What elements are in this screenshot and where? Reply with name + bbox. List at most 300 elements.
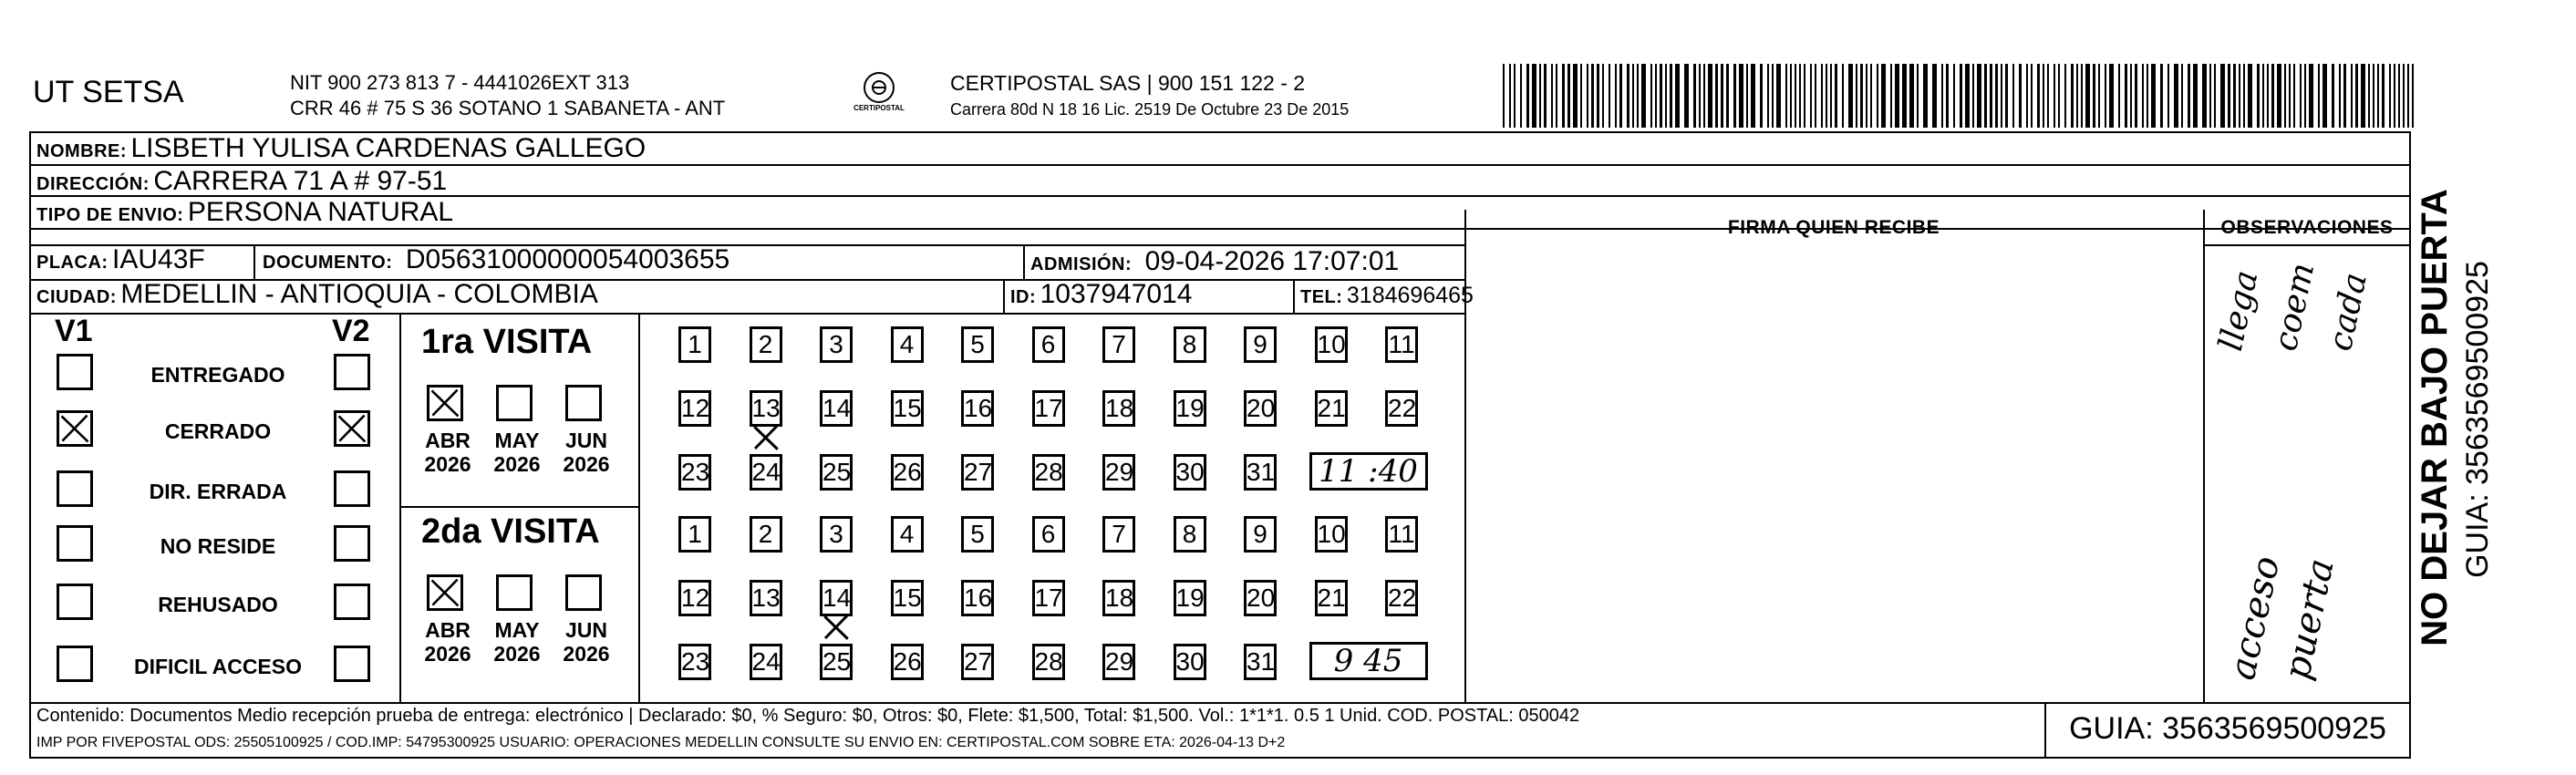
day-number: 26 (893, 647, 922, 676)
barcode-bar (2382, 64, 2385, 128)
documento-value: D05631000000054003655 (405, 244, 730, 274)
barcode-bar (1660, 64, 1662, 128)
month-checkbox[interactable] (565, 574, 602, 611)
day-box[interactable] (891, 580, 924, 616)
day-box[interactable] (820, 326, 853, 363)
barcode-bar (2351, 64, 2353, 128)
barcode-bar (1835, 64, 1837, 128)
barcode-bar (2257, 64, 2260, 128)
barcode-bar (2037, 64, 2040, 128)
v1-checkbox[interactable] (57, 470, 93, 507)
day-number: 12 (681, 394, 710, 422)
barcode-bar (1655, 64, 1657, 128)
v2-checkbox[interactable] (334, 470, 370, 507)
day-box[interactable] (891, 454, 924, 491)
month-year: 2026 (563, 452, 610, 476)
barcode-bar (1972, 64, 1974, 128)
tipo-label: TIPO DE ENVIO: (36, 205, 184, 225)
day-number: 9 (1253, 520, 1267, 548)
barcode-bar (1721, 64, 1723, 128)
day-number: 15 (893, 584, 922, 612)
obs-word-4: acceso (2221, 553, 2289, 684)
nombre-value: LISBETH YULISA CARDENAS GALLEGO (130, 133, 647, 163)
barcode-bar (1544, 64, 1547, 128)
id-value: 1037947014 (1040, 279, 1193, 309)
v2-checkbox[interactable] (334, 525, 370, 562)
status-label: ENTREGADO (150, 363, 285, 387)
day-box[interactable] (1244, 454, 1277, 491)
v2-checkbox[interactable] (334, 584, 370, 620)
barcode-bar (1551, 64, 1553, 128)
barcode-bar (2394, 64, 2395, 128)
day-number: 19 (1175, 584, 1205, 612)
day-box[interactable] (891, 390, 924, 427)
barcode-bar (1715, 64, 1718, 128)
month-checkbox[interactable] (565, 385, 602, 421)
day-box[interactable] (891, 516, 924, 553)
day-box[interactable] (1032, 454, 1065, 491)
day-box[interactable] (750, 390, 782, 427)
day-number: 22 (1388, 394, 1417, 422)
barcode-bar (2339, 64, 2341, 128)
v1-checkbox[interactable] (57, 646, 93, 682)
id-row (1010, 279, 1192, 310)
documento-row (263, 244, 729, 275)
v2-checkbox[interactable] (334, 646, 370, 682)
barcode-bar (1526, 64, 1529, 128)
day-box[interactable] (1385, 580, 1418, 616)
barcode-bar (1953, 64, 1955, 128)
month-name: JUN (564, 618, 607, 642)
day-box[interactable] (820, 644, 853, 680)
barcode-bar (1842, 64, 1844, 128)
barcode-bar (2001, 64, 2002, 128)
day-number: 23 (681, 647, 710, 676)
day-box[interactable] (1032, 326, 1065, 363)
x-mark-icon (429, 577, 460, 608)
day-number: 1 (688, 520, 702, 548)
month-name: ABR (425, 429, 471, 452)
status-label: DIR. ERRADA (149, 480, 287, 503)
month-label (487, 618, 547, 666)
ciudad-value: MEDELLIN - ANTIOQUIA - COLOMBIA (120, 279, 598, 309)
barcode-bar (1804, 64, 1805, 128)
barcode (1503, 64, 2426, 128)
day-number: 11 (1388, 330, 1415, 358)
barcode-bar (1990, 64, 1992, 128)
barcode-bar (2389, 64, 2391, 128)
day-box[interactable] (750, 644, 782, 680)
status-label: NO RESIDE (160, 534, 276, 558)
barcode-bar (2130, 64, 2132, 128)
v1-checkbox[interactable] (57, 354, 93, 390)
day-box[interactable] (820, 516, 853, 553)
barcode-bar (2271, 64, 2274, 128)
barcode-bar (1580, 64, 1582, 128)
day-box[interactable] (678, 326, 711, 363)
barcode-bar (2188, 64, 2190, 128)
barcode-bar (1984, 64, 1987, 128)
day-number: 10 (1317, 330, 1346, 358)
day-box[interactable] (1102, 580, 1135, 616)
v1-checkbox[interactable] (57, 525, 93, 562)
day-box[interactable] (1032, 516, 1065, 553)
month-label (556, 429, 616, 476)
footer-imp: IMP POR FIVEPOSTAL ODS: 25505100925 / COD.IMP: 54795300925 USUARIO: OPERACIONES MEDELLIN CONSULTE SU ENVIO EN: CERTIPOSTAL.COM SOBRE ETA: 2026-04-13 D+2 (36, 735, 1286, 750)
x-mark-icon (59, 413, 90, 444)
x-mark-icon (429, 388, 460, 418)
day-number: 8 (1182, 330, 1197, 358)
barcode-bar (1856, 64, 1857, 128)
ciudad-row (36, 279, 598, 310)
barcode-bar (1772, 64, 1774, 128)
barcode-bar (1760, 64, 1763, 128)
day-box[interactable] (678, 580, 711, 616)
x-mark-icon (752, 424, 780, 451)
x-mark-icon (336, 413, 367, 444)
barcode-bar (1693, 64, 1696, 128)
day-number: 10 (1317, 520, 1346, 548)
tel-label: TEL: (1300, 287, 1343, 307)
nombre-label: NOMBRE: (36, 141, 128, 161)
day-number: 16 (964, 394, 993, 422)
day-box[interactable] (1315, 580, 1348, 616)
month-checkbox[interactable] (427, 385, 463, 421)
barcode-bar (1708, 64, 1712, 128)
barcode-bar (1917, 64, 1919, 128)
day-number: 6 (1040, 520, 1056, 548)
barcode-bar (2377, 64, 2379, 128)
direccion-value: CARRERA 71 A # 97-51 (153, 166, 448, 196)
barcode-bar (2071, 64, 2074, 128)
day-box[interactable] (961, 454, 994, 491)
month-year: 2026 (424, 642, 471, 666)
day-box[interactable] (961, 580, 994, 616)
visit-time[interactable]: 9 45 (1309, 642, 1428, 680)
day-number: 26 (893, 458, 922, 486)
placa-row (36, 244, 205, 275)
v1-checkbox[interactable] (57, 584, 93, 620)
barcode-bar (2228, 64, 2230, 128)
firma-label: FIRMA QUIEN RECIBE (1727, 217, 1940, 238)
day-box[interactable] (1244, 326, 1277, 363)
barcode-bar (2105, 64, 2106, 128)
barcode-bar (1995, 64, 1998, 128)
barcode-bar (1977, 64, 1981, 128)
day-number: 27 (964, 647, 993, 676)
barcode-bar (1591, 64, 1594, 128)
barcode-bar (2109, 64, 2114, 128)
barcode-bar (1684, 64, 1689, 128)
barcode-bar (2343, 64, 2346, 128)
placa-label: PLACA: (36, 253, 109, 273)
day-number: 5 (970, 520, 985, 548)
v1-label: V1 (55, 314, 93, 348)
day-box[interactable] (1385, 390, 1418, 427)
barcode-bar (2125, 64, 2127, 128)
barcode-bar (1790, 64, 1792, 128)
barcode-bar (2031, 64, 2033, 128)
day-box[interactable] (750, 454, 782, 491)
month-checkbox[interactable] (427, 574, 463, 611)
barcode-bar (1877, 64, 1878, 128)
day-box[interactable] (1102, 644, 1135, 680)
barcode-bar (1932, 64, 1937, 128)
barcode-bar (1539, 64, 1541, 128)
day-box[interactable] (1315, 390, 1348, 427)
barcode-bar (2093, 64, 2095, 128)
barcode-bar (1609, 64, 1610, 128)
barcode-bar (1675, 64, 1680, 128)
day-box[interactable] (1315, 516, 1348, 553)
nit-line: NIT 900 273 813 7 - 4441026EXT 313 (290, 71, 630, 94)
barcode-bar (2135, 64, 2137, 128)
barcode-bar (1733, 64, 1736, 128)
day-number: 7 (1112, 330, 1126, 358)
v2-checkbox[interactable] (334, 410, 370, 447)
day-box[interactable] (750, 580, 782, 616)
day-box[interactable] (1174, 644, 1206, 680)
day-box[interactable] (1102, 454, 1135, 491)
barcode-bar (1810, 64, 1812, 128)
day-box[interactable] (961, 390, 994, 427)
day-box[interactable] (1032, 390, 1065, 427)
barcode-bar (2181, 64, 2183, 128)
day-box[interactable] (1032, 580, 1065, 616)
day-box[interactable] (1174, 326, 1206, 363)
month-checkbox[interactable] (496, 385, 533, 421)
day-box[interactable] (750, 326, 782, 363)
barcode-bar (1746, 64, 1748, 128)
day-box[interactable] (1174, 454, 1206, 491)
day-box[interactable] (678, 390, 711, 427)
day-box[interactable] (820, 454, 853, 491)
day-number: 17 (1034, 394, 1063, 422)
certipostal-title: CERTIPOSTAL SAS | 900 151 122 - 2 (950, 71, 1306, 95)
day-number: 17 (1034, 584, 1063, 612)
observation-handwriting (2203, 246, 2411, 702)
barcode-bar (1909, 64, 1914, 128)
day-number: 4 (899, 330, 915, 358)
barcode-bar (1587, 64, 1588, 128)
month-year: 2026 (493, 452, 541, 476)
day-box[interactable] (1385, 516, 1418, 553)
day-number: 31 (1247, 647, 1276, 676)
day-box[interactable] (1244, 390, 1277, 427)
barcode-bar (1895, 64, 1899, 128)
barcode-bar (1520, 64, 1522, 128)
barcode-bar (2174, 64, 2178, 128)
day-number: 7 (1112, 520, 1126, 548)
day-box[interactable] (1174, 516, 1206, 553)
barcode-bar (2142, 64, 2144, 128)
no-dejar-bajo-puerta: NO DEJAR BAJO PUERTA (2415, 189, 2455, 646)
side-warning (2415, 168, 2457, 667)
day-box[interactable] (750, 516, 782, 553)
day-box[interactable] (678, 454, 711, 491)
barcode-bar (2403, 64, 2405, 128)
admision-value: 09-04-2026 17:07:01 (1144, 246, 1400, 276)
barcode-bar (2026, 64, 2028, 128)
day-box[interactable] (678, 516, 711, 553)
barcode-bar (2220, 64, 2225, 128)
day-number: 16 (964, 584, 993, 612)
day-box[interactable] (1032, 644, 1065, 680)
barcode-bar (1602, 64, 1604, 128)
day-box[interactable] (820, 390, 853, 427)
barcode-bar (2005, 64, 2008, 128)
barcode-bar (1902, 64, 1907, 128)
day-box[interactable] (1102, 516, 1135, 553)
barcode-bar (1785, 64, 1787, 128)
day-number: 5 (970, 330, 985, 358)
month-name: JUN (564, 429, 607, 452)
month-year: 2026 (493, 642, 541, 666)
day-box[interactable] (1244, 580, 1277, 616)
barcode-bar (2118, 64, 2120, 128)
visit-time[interactable]: 11 :40 (1309, 452, 1428, 491)
day-box[interactable] (961, 326, 994, 363)
day-box[interactable] (961, 516, 994, 553)
certipostal-logo (855, 69, 903, 117)
day-box[interactable] (891, 326, 924, 363)
barcode-bar (2160, 64, 2163, 128)
barcode-bar (1960, 64, 1962, 128)
day-number: 25 (822, 458, 852, 486)
month-year: 2026 (424, 452, 471, 476)
barcode-bar (2151, 64, 2156, 128)
barcode-bar (2085, 64, 2090, 128)
visit-title: 2da VISITA (421, 512, 600, 551)
day-number: 1 (688, 330, 702, 358)
barcode-bar (1562, 64, 1565, 128)
company-name: UT SETSA (33, 75, 184, 109)
day-box[interactable] (1244, 644, 1277, 680)
barcode-bar (1632, 64, 1634, 128)
status-label: CERRADO (164, 419, 272, 443)
day-box[interactable] (1102, 390, 1135, 427)
day-number: 27 (964, 458, 993, 486)
day-box[interactable] (678, 644, 711, 680)
barcode-bar (1637, 64, 1639, 128)
barcode-bar (1795, 64, 1796, 128)
day-box[interactable] (1315, 326, 1348, 363)
day-box[interactable] (820, 580, 853, 616)
visit-title: 1ra VISITA (421, 323, 593, 361)
barcode-bar (2202, 64, 2207, 128)
day-number: 2 (758, 520, 773, 548)
observaciones-label: OBSERVACIONES (2220, 217, 2394, 238)
barcode-bar (2233, 64, 2236, 128)
barcode-bar (2300, 64, 2302, 128)
barcode-bar (2368, 64, 2370, 128)
day-number: 30 (1175, 647, 1205, 676)
day-number: 3 (829, 330, 843, 358)
barcode-bar (2193, 64, 2198, 128)
barcode-bar (1615, 64, 1617, 128)
barcode-bar (1503, 64, 1505, 128)
v1-checkbox[interactable] (57, 410, 93, 447)
obs-word-5: puerta (2276, 554, 2343, 684)
barcode-bar (1799, 64, 1801, 128)
day-box[interactable] (1102, 326, 1135, 363)
side-guia (2460, 219, 2497, 620)
day-number: 12 (681, 584, 710, 612)
barcode-bar (1965, 64, 1970, 128)
footer-guia: GUIA: 3563569500925 (2069, 711, 2386, 746)
day-box[interactable] (961, 644, 994, 680)
day-box[interactable] (1174, 390, 1206, 427)
v2-checkbox[interactable] (334, 354, 370, 390)
direccion-label: DIRECCIÓN: (36, 174, 150, 194)
barcode-bar (1815, 64, 1816, 128)
month-checkbox[interactable] (496, 574, 533, 611)
barcode-bar (2214, 64, 2216, 128)
admision-label: ADMISIÓN: (1030, 254, 1133, 274)
barcode-bar (2361, 64, 2365, 128)
barcode-bar (1567, 64, 1570, 128)
status-label: DIFICIL ACCESO (133, 655, 302, 678)
day-box[interactable] (1174, 580, 1206, 616)
footer-contenido: Contenido: Documentos Medio recepción prueba de entrega: electrónico | Declarado: $0, % Seguro: $0, Otros: $0, Flete: $1,500, Total: $1,500. Vol.: 1*1*1. 0.5 1 Unid. COD. POSTAL: 050042 (36, 706, 1580, 726)
side-guia-number: GUIA: 3563569500925 (2460, 261, 2495, 578)
barcode-bar (1821, 64, 1823, 128)
day-number: 21 (1317, 584, 1346, 612)
barcode-bar (2076, 64, 2078, 128)
company-address: CRR 46 # 75 S 36 SOTANO 1 SABANETA - ANT (290, 97, 726, 119)
barcode-bar (2209, 64, 2211, 128)
barcode-bar (1881, 64, 1886, 128)
direccion-row (36, 166, 447, 197)
barcode-bar (2284, 64, 2286, 128)
v2-label: V2 (332, 314, 370, 348)
day-number: 29 (1105, 458, 1134, 486)
day-number: 6 (1040, 330, 1056, 358)
admision-row (1030, 246, 1399, 277)
day-box[interactable] (1244, 516, 1277, 553)
barcode-bar (2323, 64, 2327, 128)
barcode-bar (2304, 64, 2306, 128)
barcode-bar (1870, 64, 1872, 128)
tel-row (1300, 283, 1474, 309)
barcode-bar (1923, 64, 1928, 128)
obs-word-1: llega (2212, 267, 2266, 355)
obs-word-2: coem (2267, 259, 2323, 355)
barcode-bar (1573, 64, 1578, 128)
day-number: 31 (1247, 458, 1276, 486)
day-box[interactable] (891, 644, 924, 680)
day-number: 25 (822, 647, 852, 676)
barcode-bar (1739, 64, 1743, 128)
documento-label: DOCUMENTO: (263, 253, 393, 273)
logo-text: CERTIPOSTAL (853, 104, 905, 112)
barcode-bar (1726, 64, 1729, 128)
barcode-bar (1514, 64, 1516, 128)
day-box[interactable] (1385, 326, 1418, 363)
barcode-bar (1532, 64, 1536, 128)
barcode-bar (2248, 64, 2252, 128)
day-number: 18 (1105, 394, 1134, 422)
month-label (556, 618, 616, 666)
barcode-bar (2098, 64, 2100, 128)
month-label (487, 429, 547, 476)
barcode-bar (1556, 64, 1557, 128)
barcode-bar (1751, 64, 1755, 128)
barcode-bar (1776, 64, 1781, 128)
day-number: 13 (751, 394, 781, 422)
barcode-bar (2012, 64, 2014, 128)
barcode-bar (1767, 64, 1769, 128)
